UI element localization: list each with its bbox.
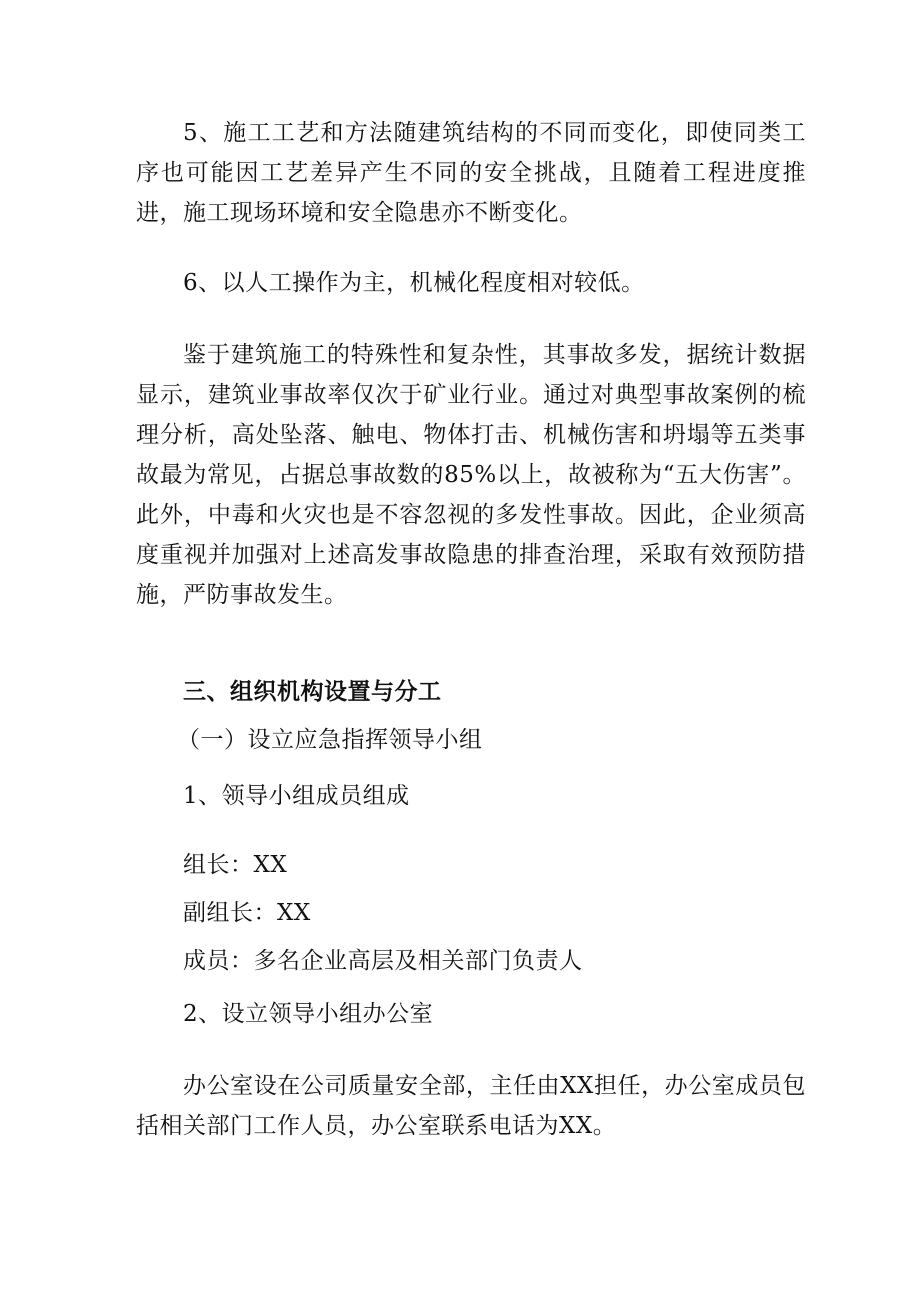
list-item-1: 1、领导小组成员组成 [183,783,410,809]
office-paragraph: 办公室设在公司质量安全部，主任由XX担任，办公室成员包括相关部门工作人员，办公室联系电话为XX。 [136,1073,806,1139]
paragraph-item-5: 5、施工工艺和方法随建筑结构的不同而变化，即使同类工序也可能因工艺差异产生不同的安全挑战，且随着工程进度推进，施工现场环境和安全隐患亦不断变化。 [136,120,806,226]
paragraph-accident-statistics: 鉴于建筑施工的特殊性和复杂性，其事故多发，据统计数据显示，建筑业事故率仅次于矿业行业。通过对典型事故案例的梳理分析，高处坠落、触电、物体打击、机械伤害和坍塌等五类事故最为常见，占据总事故数的85%以上，故被称为“五大伤害”。此外，中毒和火灾也是不容忽视的多发性事故。因此，企业须高度重视并加强对上述高发事故隐患的排查治理，采取有效预防措施，严防事故发生。 [136,342,806,608]
subsection-heading: （一）设立应急指挥领导小组 [177,727,483,753]
members-line: 成员：多名企业高层及相关部门负责人 [183,948,583,974]
paragraph-item-6: 6、以人工操作为主，机械化程度相对较低。 [183,270,645,296]
deputy-leader-line: 副组长：XX [183,900,311,926]
list-item-2: 2、设立领导小组办公室 [183,1001,434,1027]
leader-line: 组长：XX [183,852,288,878]
section-heading: 三、组织机构设置与分工 [183,679,442,705]
